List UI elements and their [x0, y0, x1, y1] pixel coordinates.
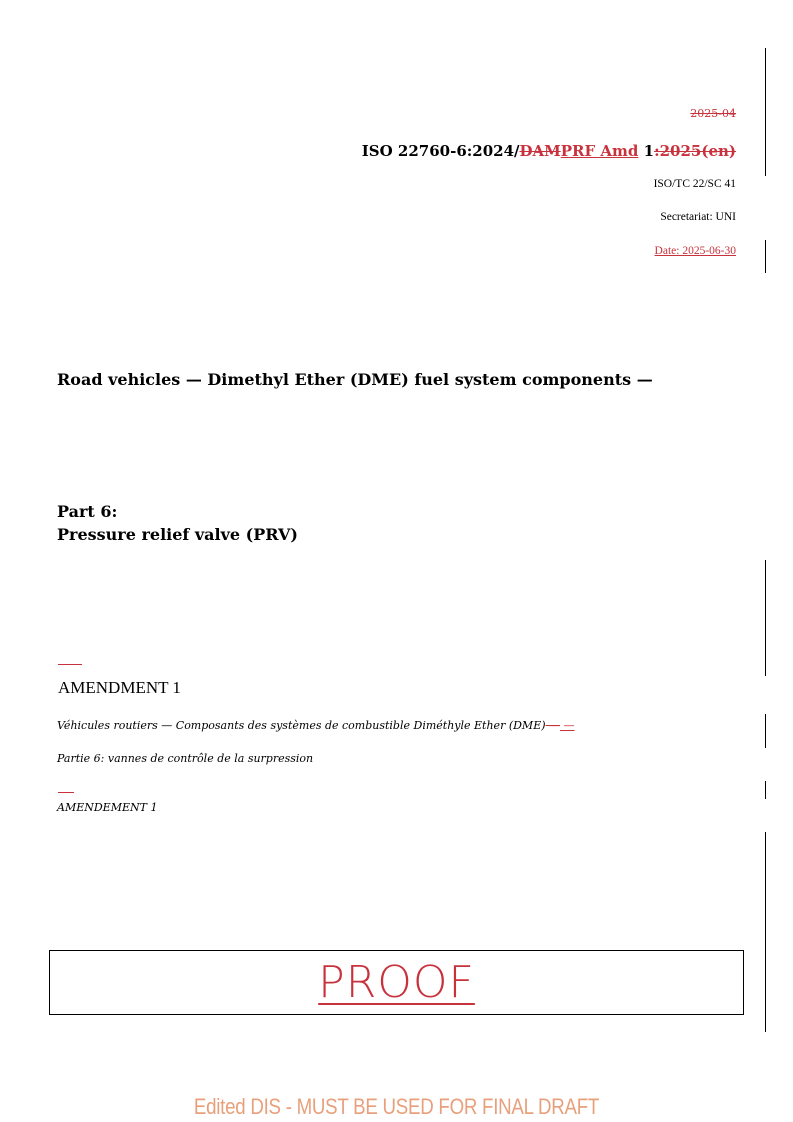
designation-deleted-prefix: DAM	[519, 142, 561, 160]
main-title: Road vehicles — Dimethyl Ether (DME) fuel system components —	[57, 370, 653, 389]
inserted-dash-mark	[58, 664, 82, 665]
french-part-title: Partie 6: vannes de contrôle de la surpression	[57, 752, 314, 765]
document-designation	[362, 142, 736, 160]
change-bar	[765, 714, 766, 748]
change-bar	[765, 832, 766, 1032]
secretariat: Secretariat: UNI	[660, 211, 736, 223]
part-title	[57, 500, 298, 546]
proof-stamp-text: PROOF	[318, 956, 475, 1008]
part-name: Pressure relief valve (PRV)	[57, 525, 298, 544]
designation-base: ISO 22760-6:2024/	[361, 142, 520, 160]
change-bar	[765, 48, 766, 176]
deleted-date: 2025-04	[690, 107, 736, 120]
draft-watermark: Edited DIS - MUST BE USED FOR FINAL DRAFT	[193, 1094, 600, 1119]
committee-reference: ISO/TC 22/SC 41	[653, 178, 736, 190]
french-amendment-label: AMENDEMENT 1	[57, 801, 158, 814]
designation-inserted-prefix: PRF Amd	[560, 142, 639, 160]
designation-amd-number: 1	[638, 142, 655, 160]
inserted-date: Date: 2025-06-30	[654, 245, 736, 257]
change-bar	[765, 560, 766, 676]
proof-stamp-box	[49, 950, 744, 1015]
french-title-deleted-dash: —	[545, 719, 561, 732]
change-bar	[765, 781, 766, 799]
change-bar	[765, 240, 766, 273]
part-label: Part 6:	[57, 502, 118, 521]
designation-deleted-suffix: :2025(en)	[654, 142, 736, 160]
french-title-inserted-dash: —	[560, 719, 575, 732]
french-title	[57, 719, 575, 732]
amendment-label: AMENDMENT 1	[58, 678, 181, 697]
french-title-text: Véhicules routiers — Composants des systèmes de combustible Diméthyle Ether (DME)	[57, 719, 546, 732]
inserted-dash-mark	[58, 792, 74, 793]
